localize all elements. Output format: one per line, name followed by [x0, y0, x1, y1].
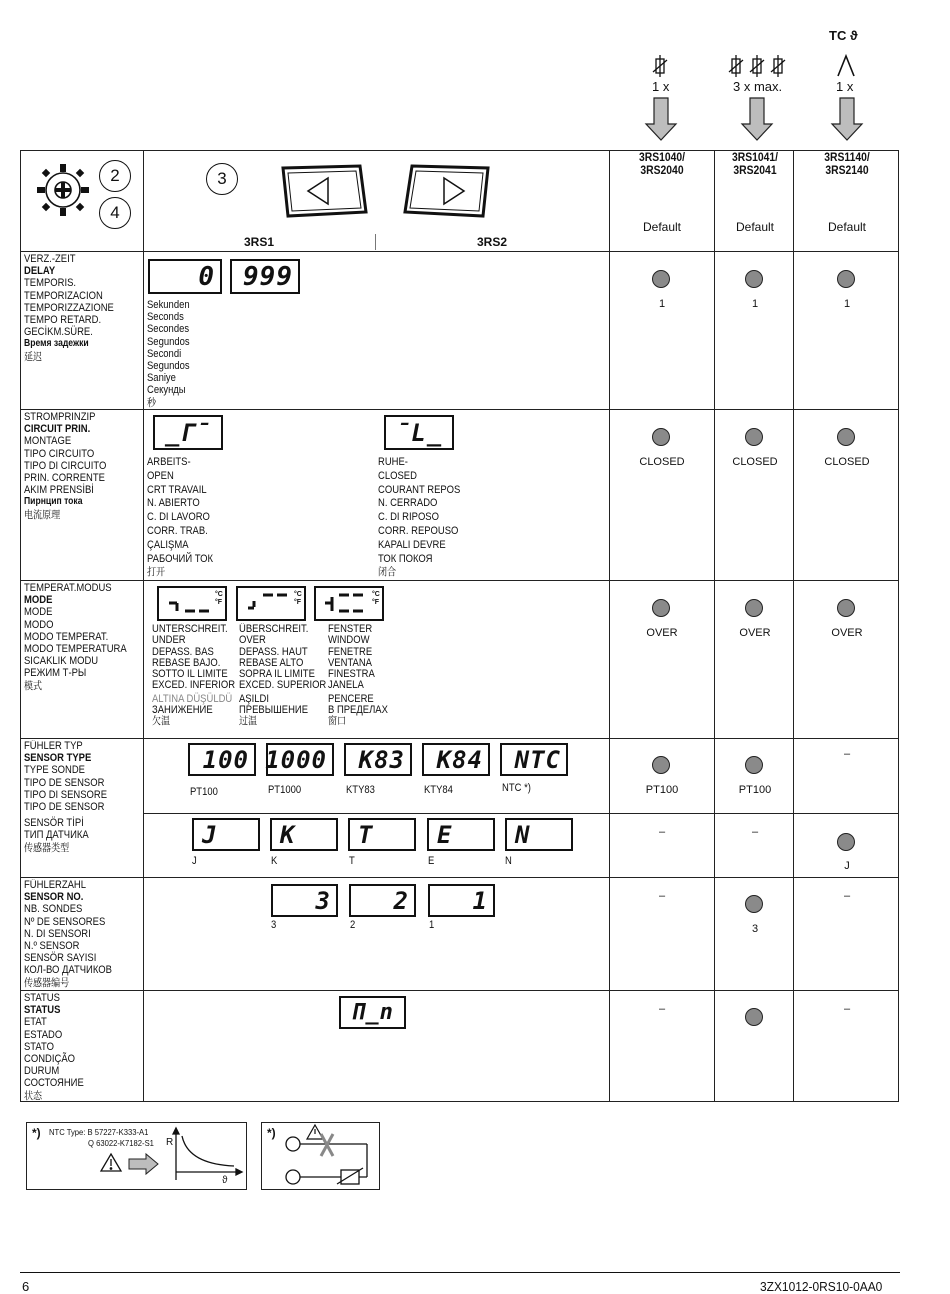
closed-circuit-display: ¯L_ [384, 415, 454, 450]
delay-default-1: 1 [658, 298, 666, 310]
tc-title: TC ϑ [829, 28, 858, 43]
unit-indicator: °C °F [372, 591, 380, 606]
count-label-2: 3 x max. [733, 79, 783, 94]
ntc-type-line1: NTC Type: B 57227-K333-A1 [49, 1127, 149, 1137]
pt1000-display: 1000 [266, 743, 334, 776]
default-dot [745, 1008, 763, 1026]
default-dot [652, 428, 670, 446]
sensor-type-default-3: – [843, 748, 851, 760]
footnote-mark: *) [32, 1126, 41, 1140]
open-circuit-labels: ARBEITS- OPEN CRT TRAVAIL N. ABIERTO C. DI LAVORO CORR. TRAB. ÇALIŞMA РАБОЧИЙ ТОК 打开 [147, 456, 214, 579]
count-label-3: 1 x [836, 79, 854, 94]
open-circuit-display: _Γ¯ [153, 415, 223, 450]
default-dot [652, 270, 670, 288]
sensor-type-labels: FÜHLER TYP SENSOR TYPE TYPE SONDE TIPO DE SENSOR TIPO DI SENSORE TIPO DE SENSOR SENSÖR TİPİ ТИП ДАТЧИКА 传感器类型 [24, 740, 108, 854]
document-number: 3ZX1012-0RS10-0AA0 [760, 1279, 883, 1294]
status-display: Π_n [339, 996, 406, 1029]
over-labels: ÜBERSCHREIT. OVER DEPASS. HAUT REBASE ALTO SOPRA IL LIMITE EXCED. SUPERIOR AŞILDI ПРЕВЫШЕНИЕ 过温 [239, 623, 327, 728]
model-col-2: 3RS1041/ 3RS2041 [731, 152, 779, 177]
circuit-default-1: CLOSED [639, 456, 685, 468]
model-col-3: 3RS1140/ 3RS2140 [824, 152, 870, 177]
circuit-labels: STROMPRINZIP CIRCUIT PRIN. MONTAGE TIPO CIRCUITO TIPO DI CIRCUITO PRIN. CORRENTE AKIM PRENSİBİ Пирнцип тока 电流原理 [24, 411, 107, 521]
sensor-no-default-3: – [843, 890, 851, 902]
kty84-display: K84 [422, 743, 490, 776]
delay-default-2: 1 [751, 298, 759, 310]
thermocouple-icon [838, 56, 854, 76]
down-arrow-icons [646, 98, 862, 140]
ntc-type-line2: Q 63022-K7182-S1 [88, 1138, 154, 1148]
one-sensor-caption: 1 [429, 919, 435, 931]
left-arrow-button-icon [283, 166, 366, 216]
default-col-3: Default [827, 220, 867, 234]
thermocouple-default-3: J [844, 860, 850, 872]
resistor-icon [653, 55, 667, 77]
default-dot [745, 895, 763, 913]
three-sensors-caption: 3 [271, 919, 277, 931]
thermocouple-default-2: – [751, 826, 759, 838]
ntc-curve-diagram [96, 1126, 246, 1190]
type-n-caption: N [505, 855, 512, 867]
sensor-wiring-diagram [261, 1122, 380, 1190]
warning-icon [101, 1154, 121, 1171]
step-2-badge: 2 [99, 160, 131, 192]
no-connection-icon [321, 1134, 333, 1156]
sensor-no-default-1: – [658, 890, 666, 902]
type-e-caption: E [428, 855, 435, 867]
right-arrow-button-icon [405, 166, 488, 216]
unit-indicator: °C °F [294, 591, 302, 606]
default-col-1: Default [642, 220, 682, 234]
three-sensors-display: 3 [271, 884, 338, 917]
count-label-1: 1 x [652, 79, 670, 94]
mode-default-3: OVER [831, 627, 863, 639]
delay-max-display: 999 [230, 259, 300, 294]
thermocouple-default-1: – [658, 826, 666, 838]
type-t-caption: T [349, 855, 355, 867]
three-resistors-icon [729, 55, 785, 77]
status-default-3: – [843, 1003, 851, 1015]
rs1-label: 3RS1 [244, 235, 275, 249]
ntc-caption: NTC *) [502, 782, 531, 794]
window-labels: FENSTER WINDOW FENETRE VENTANA FINESTRA JANELA PENCERE В ПРЕДЕЛАХ 窗口 [328, 623, 388, 728]
kty84-caption: KTY84 [424, 784, 453, 796]
sensor-icons-header [0, 0, 950, 150]
right-arrow-icon [129, 1154, 158, 1174]
default-dot [837, 428, 855, 446]
temp-axis-label: ϑ [222, 1175, 228, 1186]
default-dot [837, 270, 855, 288]
type-e-display: E [427, 818, 495, 851]
delay-units: Sekunden Seconds Secondes Segundos Secondi Segundos Saniye Секунды 秒 [147, 299, 190, 409]
type-j-display: J [192, 818, 260, 851]
type-n-display: N [505, 818, 573, 851]
sensor-no-labels: FÜHLERZAHL SENSOR NO. NB. SONDES Nº DE SENSORES N. DI SENSORI N.º SENSOR SENSÖR SAYISI КОЛ-ВО ДАТЧИКОВ 传感器编号 [24, 879, 112, 989]
type-j-caption: J [192, 855, 197, 867]
type-k-caption: K [271, 855, 278, 867]
mode-default-2: OVER [739, 627, 771, 639]
delay-default-3: 1 [843, 298, 851, 310]
two-sensors-caption: 2 [350, 919, 356, 931]
step-3-badge: 3 [206, 163, 238, 195]
mode-labels: TEMPERAT.MODUS MODE MODE MODO MODO TEMPERAT. MODO TEMPERATURA SICAKLIK MODU РЕЖИМ Т-РЫ 模式 [24, 582, 127, 692]
warning-icon [307, 1125, 323, 1139]
unit-indicator: °C °F [215, 591, 223, 606]
sensor-no-default-2: 3 [751, 923, 759, 935]
two-sensors-display: 2 [349, 884, 416, 917]
status-labels: STATUS STATUS ETAT ESTADO STATO CONDIÇÃO DURUM СОСТОЯНИЕ 状态 [24, 992, 84, 1102]
default-dot [745, 428, 763, 446]
default-dot [745, 599, 763, 617]
delay-min-display: 0 [148, 259, 222, 294]
r-axis-label: R [166, 1137, 174, 1148]
rs2-label: 3RS2 [477, 235, 508, 249]
kty83-caption: KTY83 [346, 784, 375, 796]
default-dot [837, 599, 855, 617]
mode-default-1: OVER [646, 627, 678, 639]
default-dot [652, 599, 670, 617]
default-dot [652, 756, 670, 774]
default-dot [745, 270, 763, 288]
footnote-mark-2: *) [267, 1126, 276, 1140]
circuit-default-3: CLOSED [824, 456, 870, 468]
kty83-display: K83 [344, 743, 412, 776]
type-t-display: T [348, 818, 416, 851]
page-number: 6 [22, 1279, 30, 1294]
pt100-display: 100 [188, 743, 256, 776]
one-sensor-display: 1 [428, 884, 495, 917]
default-dot [837, 833, 855, 851]
under-labels: UNTERSCHREIT. UNDER DEPASS. BAS REBASE BAJO. SOTTO IL LIMITE EXCED. INFERIOR ALTINA DÜŞÜLDÜ ЗАНИЖЕНИЕ 欠温 [152, 623, 236, 728]
arrow-buttons [278, 160, 494, 222]
pt1000-caption: PT1000 [268, 784, 302, 796]
sensor-type-default-1: PT100 [645, 784, 679, 796]
circuit-default-2: CLOSED [732, 456, 778, 468]
status-default-1: – [658, 1003, 666, 1015]
navigation-wheel-icon [35, 162, 91, 218]
default-col-2: Default [735, 220, 775, 234]
ntc-display: NTC [500, 743, 568, 776]
delay-labels: VERZ.-ZEIT DELAY TEMPORIS. TEMPORIZACION TEMPORIZZAZIONE TEMPO RETARD. GECİKM.SÜRE. Время задежки 延迟 [24, 253, 114, 363]
model-col-1: 3RS1040/ 3RS2040 [638, 152, 686, 177]
default-dot [745, 756, 763, 774]
sensor-type-default-2: PT100 [738, 784, 772, 796]
type-k-display: K [270, 818, 338, 851]
step-4-badge: 4 [99, 197, 131, 229]
closed-circuit-labels: RUHE- CLOSED COURANT REPOS N. CERRADO C. DI RIPOSO CORR. REPOUSO KAPALI DEVRE ТОК ПОКОЯ 闭合 [378, 456, 461, 579]
mode-displays [157, 586, 387, 622]
pt100-caption: PT100 [190, 786, 218, 798]
